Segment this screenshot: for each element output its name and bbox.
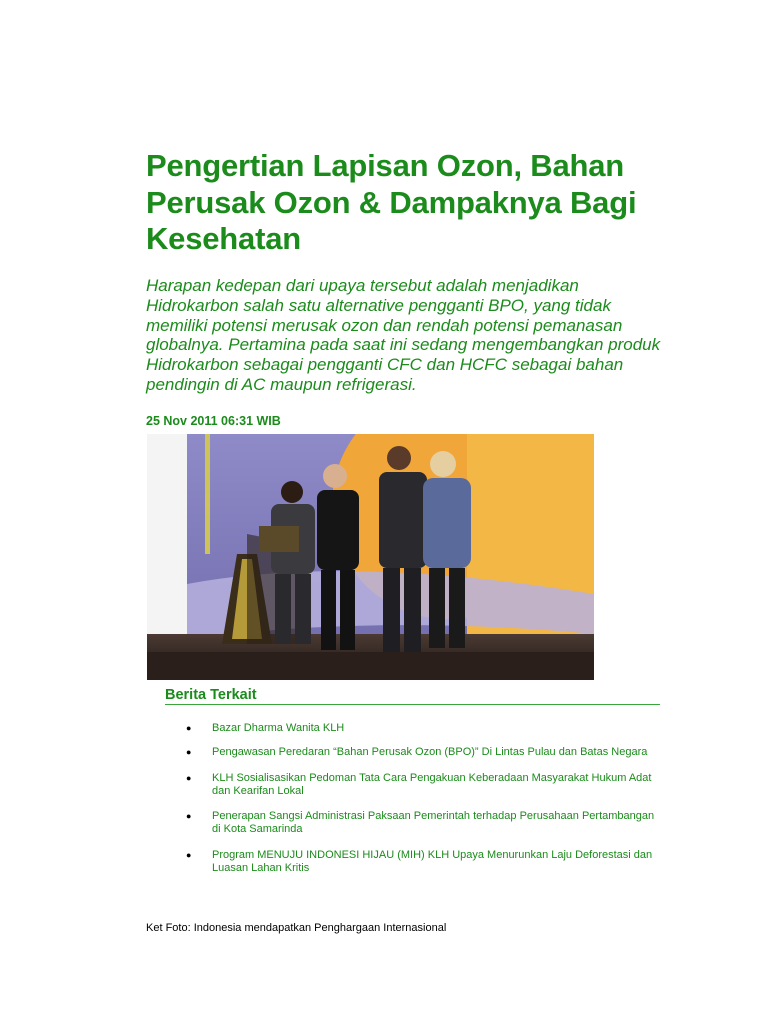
article-date: 25 Nov 2011 06:31 WIB [146,414,281,428]
bullet-icon: ● [186,849,192,860]
related-news-list [186,722,656,875]
bullet-icon: ● [186,747,192,758]
related-news-link[interactable]: Program MENUJU INDONESI HIJAU (MIH) KLH Upaya Menurunkan Laju Deforestasi dan Luasan Lahan Kritis [212,848,653,875]
related-news-item[interactable] [186,722,656,735]
related-news-item[interactable] [186,810,656,837]
bullet-icon: ● [186,772,192,783]
award-ceremony-photo [147,434,594,680]
related-news-link[interactable]: Bazar Dharma Wanita KLH [212,722,345,734]
related-news-link[interactable]: Pengawasan Peredaran “Bahan Perusak Ozon (BPO)” Di Lintas Pulau dan Batas Negara [212,746,648,759]
article-lede: Harapan kedepan dari upaya tersebut adalah menjadikan Hidrokarbon salah satu alternative pengganti BPO, yang tidak memiliki potensi merusak ozon dan rendah potensi pemanasan globalnya. Pertamina pada saat ini sedang mengembangkan produk Hidrokarbon sebagai pengganti CFC dan HCFC sebagai bahan pendingin di AC maupun refrigerasi. [146,276,661,394]
related-news-link[interactable]: KLH Sosialisasikan Pedoman Tata Cara Pengakuan Keberadaan Masyarakat Hukum Adat dan Kearifan Lokal [212,771,652,797]
related-news-item[interactable] [186,849,656,876]
related-news-header [165,686,660,705]
photo-caption: Ket Foto: Indonesia mendapatkan Penghargaan Internasional [146,922,447,934]
bullet-icon: ● [186,811,192,822]
related-news-item[interactable] [186,746,656,759]
article-title: Pengertian Lapisan Ozon, Bahan Perusak Ozon & Dampaknya Bagi Kesehatan [146,148,637,256]
related-news-heading: Berita Terkait [165,687,257,703]
bullet-icon: ● [186,723,192,733]
related-news-item[interactable] [186,772,656,799]
related-news-link[interactable]: Penerapan Sangsi Administrasi Paksaan Pemerintah terhadap Perusahaan Pertambangan di Kota Samarinda [212,810,655,836]
